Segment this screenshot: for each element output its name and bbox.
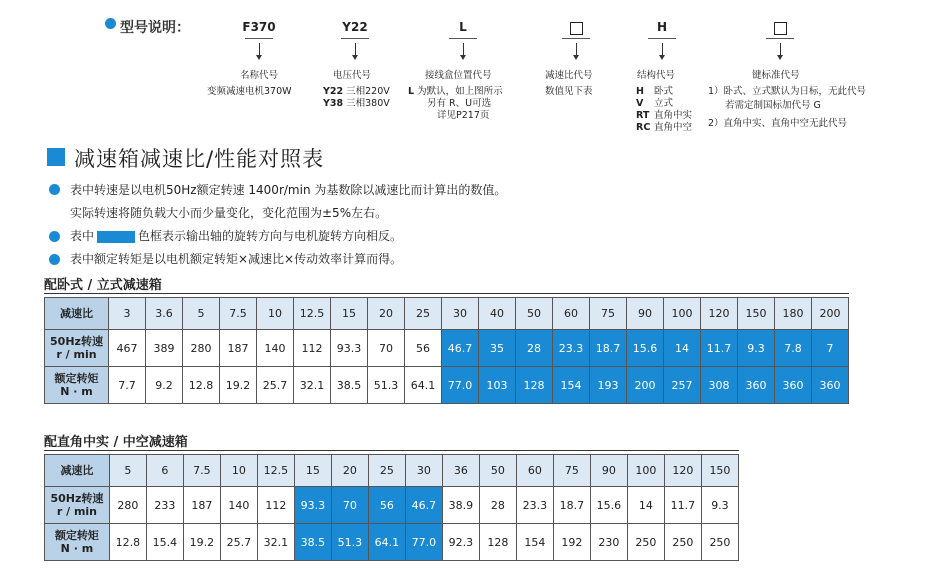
table-cell: 64.1 — [405, 367, 442, 404]
model-code-arrow-line — [259, 43, 260, 55]
table-cell: 150 — [701, 455, 738, 487]
table-cell: 20 — [368, 298, 405, 330]
table2-top-rule — [44, 450, 739, 451]
table2-torque-row — [45, 524, 739, 561]
row-header-label: 额定转矩 — [54, 529, 99, 542]
table-cell: 150 — [738, 298, 775, 330]
table1-top-rule — [44, 293, 849, 294]
model-code-underline — [245, 38, 273, 39]
model-code-text: F370 — [242, 20, 276, 34]
note-2 — [70, 227, 402, 244]
struct-text-rt: 直角中实 — [654, 110, 693, 121]
model-code-box-icon — [570, 22, 583, 35]
struct-text-v: 立式 — [654, 98, 674, 109]
table-cell: 360 — [775, 367, 812, 404]
table1-title: 配卧式 / 立式减速箱 — [44, 278, 162, 293]
table-cell: 14 — [664, 330, 701, 367]
table-cell: 51.3 — [331, 524, 368, 561]
table-cell: 77.0 — [405, 524, 442, 561]
voltage-text-2: 三相380V — [346, 98, 390, 109]
table-cell: 38.5 — [331, 367, 368, 404]
table-cell: 56 — [405, 330, 442, 367]
struct-code-v: V — [636, 98, 644, 109]
row-header-label: 额定转矩 — [54, 372, 99, 385]
table-cell: 9.2 — [146, 367, 183, 404]
table-cell: 25.7 — [220, 524, 257, 561]
junction-code: L — [408, 86, 415, 97]
table-cell: 280 — [183, 330, 220, 367]
struct-code-h: H — [636, 86, 644, 97]
arrow-down-icon — [256, 55, 262, 60]
table-cell: 140 — [220, 487, 257, 524]
table-cell: 10 — [257, 298, 294, 330]
struct-code-rc: RC — [636, 122, 651, 133]
table-cell: 230 — [590, 524, 627, 561]
table-cell: 10 — [220, 455, 257, 487]
table-cell: 19.2 — [183, 524, 220, 561]
table-cell: 70 — [368, 330, 405, 367]
table-cell: 103 — [479, 367, 516, 404]
model-code-underline — [766, 38, 794, 39]
table-cell: 3.6 — [146, 298, 183, 330]
model-code-arrow-line — [662, 43, 663, 55]
desc-junction-title: 接线盒位置代号 — [425, 70, 492, 81]
table-cell: 75 — [590, 298, 627, 330]
blue-swatch-icon — [97, 231, 135, 243]
model-code-box-icon — [774, 22, 787, 35]
table-cell: 51.3 — [368, 367, 405, 404]
voltage-code-2: Y38 — [323, 98, 344, 109]
note-bullet-icon — [49, 254, 60, 265]
row-header-label: 减速比 — [60, 464, 94, 477]
model-code-arrow-line — [576, 43, 577, 55]
arrow-down-icon — [777, 55, 783, 60]
table-cell: 23.3 — [553, 330, 590, 367]
struct-text-h: 卧式 — [654, 86, 674, 97]
table-cell: 14 — [627, 487, 664, 524]
desc-struct-title: 结构代号 — [637, 70, 676, 81]
table-cell: 128 — [516, 367, 553, 404]
desc-name-code — [226, 70, 292, 82]
table-cell: 11.7 — [701, 330, 738, 367]
table-cell: 112 — [257, 487, 294, 524]
arrow-down-icon — [352, 55, 358, 60]
table-cell: 9.3 — [738, 330, 775, 367]
table-cell: 7 — [812, 330, 849, 367]
table-cell: 15 — [294, 455, 331, 487]
table-cell: 187 — [183, 487, 220, 524]
table2-ratio-row — [45, 455, 739, 487]
table-cell: 280 — [109, 487, 146, 524]
table-cell: 187 — [220, 330, 257, 367]
table-cell: 38.5 — [294, 524, 331, 561]
table-cell: 257 — [664, 367, 701, 404]
table-cell: 46.7 — [442, 330, 479, 367]
table-cell: 30 — [405, 455, 442, 487]
table-cell: 12.8 — [109, 524, 146, 561]
desc-junction-line3: 详见P217页 — [437, 110, 490, 121]
table-cell: 200 — [812, 298, 849, 330]
model-code-text: H — [656, 20, 668, 34]
table-cell: 18.7 — [590, 330, 627, 367]
table-cell: 233 — [146, 487, 183, 524]
table-cell: 90 — [627, 298, 664, 330]
note-2-suffix: 色框表示输出轴的旋转方向与电机旋转方向相反。 — [138, 229, 403, 243]
table-cell: 180 — [775, 298, 812, 330]
table-cell: 25 — [368, 455, 405, 487]
row-header-label: r / min — [56, 505, 98, 518]
desc-name-value: 变频减速电机370W — [207, 86, 292, 97]
row-header-label: N · m — [60, 385, 93, 398]
desc-junction-line1 — [408, 86, 503, 98]
table-cell: 38.9 — [442, 487, 479, 524]
desc-ratio-line1: 数值见下表 — [545, 86, 593, 97]
struct-text-rc: 直角中空 — [654, 122, 693, 133]
desc-name-title: 名称代号 — [239, 70, 278, 81]
table-cell: 154 — [553, 367, 590, 404]
row-header — [45, 487, 110, 524]
desc-voltage-line2 — [323, 98, 390, 110]
row-header-label: 50Hz转速 — [50, 492, 104, 505]
desc-struct-h — [636, 86, 673, 98]
table1 — [44, 297, 849, 404]
table-cell: 15.6 — [627, 330, 664, 367]
model-bullet-icon — [105, 18, 116, 29]
table-cell: 120 — [664, 455, 701, 487]
table-cell: 25 — [405, 298, 442, 330]
table2 — [44, 454, 739, 561]
row-header — [45, 298, 109, 330]
table1-speed-row — [45, 330, 849, 367]
table-cell: 360 — [812, 367, 849, 404]
table-cell: 20 — [331, 455, 368, 487]
table-cell: 15.4 — [146, 524, 183, 561]
table-cell: 19.2 — [220, 367, 257, 404]
table-cell: 60 — [516, 455, 553, 487]
row-header — [45, 330, 109, 367]
table-cell: 36 — [442, 455, 479, 487]
table-cell: 6 — [146, 455, 183, 487]
arrow-down-icon — [659, 55, 665, 60]
desc-struct-v — [636, 98, 673, 110]
arrow-down-icon — [573, 55, 579, 60]
table-cell: 11.7 — [664, 487, 701, 524]
voltage-text-1: 三相220V — [346, 86, 390, 97]
table-cell: 7.5 — [183, 455, 220, 487]
note-2-prefix: 表中 — [70, 229, 95, 243]
table-cell: 12.8 — [183, 367, 220, 404]
table-cell: 32.1 — [257, 524, 294, 561]
table-cell: 56 — [368, 487, 405, 524]
note-1: 表中转速是以电机50Hz额定转速 1400r/min 为基数除以减速比而计算出的数值。 — [70, 183, 507, 197]
desc-key-title: 键标准代号 — [752, 70, 800, 81]
table2-title: 配直角中实 / 中空减速箱 — [44, 435, 188, 450]
section-square-icon — [47, 148, 65, 166]
model-code-arrow-line — [780, 43, 781, 55]
desc-junction-line2: 另有 R、U可选 — [427, 98, 492, 109]
table-cell: 46.7 — [405, 487, 442, 524]
table-cell: 193 — [590, 367, 627, 404]
section-title: 减速箱减速比/性能对照表 — [74, 147, 325, 171]
table-cell: 64.1 — [368, 524, 405, 561]
row-header-label: r / min — [56, 348, 97, 361]
model-code-arrow-line — [463, 43, 464, 55]
table-cell: 15 — [331, 298, 368, 330]
desc-voltage-title: 电压代号 — [333, 70, 372, 81]
table-cell: 75 — [553, 455, 590, 487]
note-1b: 实际转速将随负载大小而少量变化，变化范围为±5%左右。 — [70, 206, 388, 220]
row-header — [45, 524, 110, 561]
table-cell: 250 — [701, 524, 738, 561]
table-cell: 25.7 — [257, 367, 294, 404]
table2-speed-row — [45, 487, 739, 524]
table-cell: 5 — [109, 455, 146, 487]
table-cell: 28 — [479, 487, 516, 524]
row-header-label: N · m — [60, 542, 94, 555]
table-cell: 60 — [553, 298, 590, 330]
table-cell: 15.6 — [590, 487, 627, 524]
row-header — [45, 455, 110, 487]
struct-code-rt: RT — [636, 110, 650, 121]
table-cell: 28 — [516, 330, 553, 367]
table-cell: 50 — [516, 298, 553, 330]
table-cell: 140 — [257, 330, 294, 367]
row-header — [45, 367, 109, 404]
table-cell: 7.7 — [109, 367, 146, 404]
model-code-text: Y22 — [342, 20, 368, 34]
note-bullet-icon — [49, 231, 60, 242]
table-cell: 200 — [627, 367, 664, 404]
table-cell: 192 — [553, 524, 590, 561]
table1-ratio-row — [45, 298, 849, 330]
table-cell: 7.5 — [220, 298, 257, 330]
note-bullet-icon — [49, 184, 60, 195]
table-cell: 90 — [590, 455, 627, 487]
table-cell: 128 — [479, 524, 516, 561]
model-code-underline — [341, 38, 369, 39]
table-cell: 93.3 — [294, 487, 331, 524]
desc-key-line3: 2）直角中实、直角中空无此代号 — [708, 118, 848, 129]
table-cell: 120 — [701, 298, 738, 330]
junction-text: 为默认，如上图所示 — [417, 86, 503, 97]
model-code-underline — [562, 38, 590, 39]
table-cell: 50 — [479, 455, 516, 487]
table-cell: 360 — [738, 367, 775, 404]
table-cell: 18.7 — [553, 487, 590, 524]
table-cell: 250 — [664, 524, 701, 561]
arrow-down-icon — [460, 55, 466, 60]
table-cell: 112 — [294, 330, 331, 367]
table-cell: 12.5 — [294, 298, 331, 330]
table-cell: 93.3 — [331, 330, 368, 367]
table-cell: 92.3 — [442, 524, 479, 561]
table-cell: 3 — [109, 298, 146, 330]
desc-ratio-title: 减速比代号 — [545, 70, 593, 81]
table-cell: 154 — [516, 524, 553, 561]
model-code-underline — [648, 38, 676, 39]
table-cell: 308 — [701, 367, 738, 404]
table-cell: 7.8 — [775, 330, 812, 367]
row-header-label: 50Hz转速 — [50, 335, 103, 348]
model-code-text: L — [459, 20, 467, 34]
voltage-code-1: Y22 — [323, 86, 344, 97]
table-cell: 23.3 — [516, 487, 553, 524]
model-code-arrow-line — [355, 43, 356, 55]
desc-struct-rc — [636, 122, 692, 134]
table-cell: 250 — [627, 524, 664, 561]
table-cell: 77.0 — [442, 367, 479, 404]
table-cell: 5 — [183, 298, 220, 330]
table-cell: 467 — [109, 330, 146, 367]
model-label: 型号说明： — [120, 20, 190, 36]
table1-torque-row — [45, 367, 849, 404]
desc-voltage-line1 — [323, 86, 390, 98]
table-cell: 100 — [664, 298, 701, 330]
desc-struct-rt — [636, 110, 692, 122]
table-cell: 389 — [146, 330, 183, 367]
desc-key-line1: 1）卧式、立式默认为日标，无此代号 — [708, 86, 867, 97]
table-cell: 32.1 — [294, 367, 331, 404]
table-cell: 100 — [627, 455, 664, 487]
table-cell: 12.5 — [257, 455, 294, 487]
note-3: 表中额定转矩是以电机额定转矩×减速比×传动效率计算而得。 — [70, 252, 403, 266]
model-code-underline — [449, 38, 477, 39]
table-cell: 9.3 — [701, 487, 738, 524]
desc-key-line2: 若需定制国标加代号 G — [725, 100, 821, 111]
table-cell: 70 — [331, 487, 368, 524]
table-cell: 30 — [442, 298, 479, 330]
row-header-label: 减速比 — [60, 307, 93, 320]
table-cell: 35 — [479, 330, 516, 367]
table-cell: 40 — [479, 298, 516, 330]
